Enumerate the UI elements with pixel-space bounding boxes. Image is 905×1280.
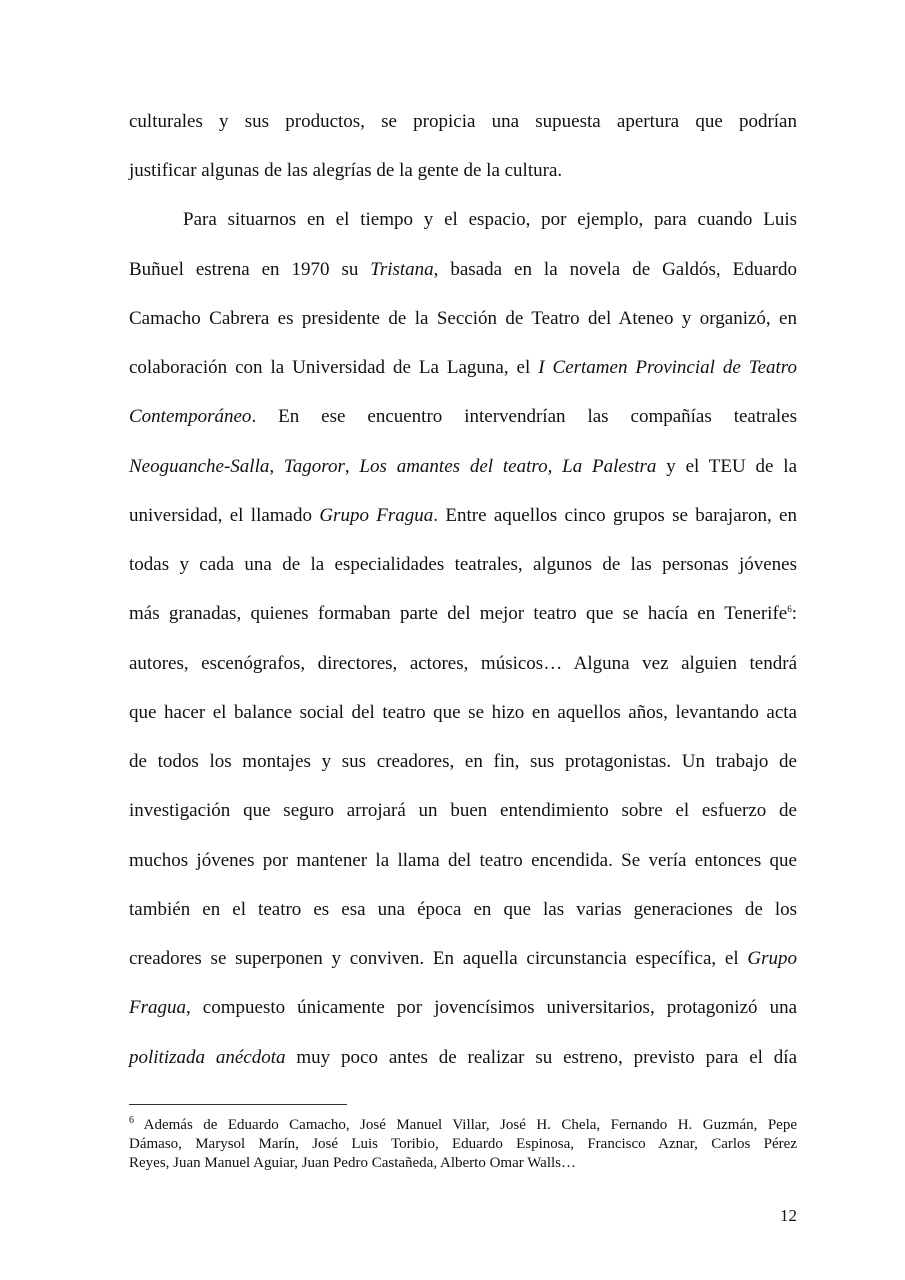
footnote-line: Reyes, Juan Manuel Aguiar, Juan Pedro Castañeda, Alberto Omar Walls… — [129, 1155, 576, 1171]
footnote-line: $^6$ Además de Eduardo Camacho, José Manuel Villar, José H. Chela, Fernando H. Guzmán, Pepe — [129, 1115, 797, 1133]
body-line: muchos jóvenes por mantener la llama del teatro encendida. Se vería entonces que — [129, 850, 797, 871]
body-line: politizada anécdota muy poco antes de realizar su estreno, previsto para el día — [129, 1047, 798, 1068]
page-number: 12 — [780, 1206, 797, 1225]
body-line: Contemporáneo. En ese encuentro intervendrían las compañías teatrales — [129, 406, 797, 427]
footnote-separator — [129, 1104, 347, 1105]
body-line: de todos los montajes y sus creadores, en fin, sus protagonistas. Un trabajo de — [129, 751, 797, 772]
footnote-reference[interactable]: 6 — [787, 604, 792, 614]
body-line: universidad, el llamado Grupo Fragua. Entre aquellos cinco grupos se barajaron, en — [129, 505, 797, 526]
footnote-marker: 6 — [129, 1115, 134, 1126]
body-line: Fragua, compuesto únicamente por jovencísimos universitarios, protagonizó una — [129, 997, 797, 1018]
body-line: creadores se superponen y conviven. En aquella circunstancia específica, el Grupo — [129, 948, 797, 969]
body-line: autores, escenógrafos, directores, actores, músicos… Alguna vez alguien tendrá — [129, 653, 797, 674]
body-line: también en el teatro es esa una época en que las varias generaciones de los — [129, 899, 797, 920]
body-line: Buñuel estrena en 1970 su Tristana, basada en la novela de Galdós, Eduardo — [129, 259, 797, 280]
body-line: todas y cada una de la especialidades teatrales, algunos de las personas jóvenes — [129, 554, 797, 575]
body-line: más granadas, quienes formaban parte del mejor teatro que se hacía en Tenerife$^6$: — [129, 603, 797, 624]
body-line: culturales y sus productos, se propicia una supuesta apertura que podrían — [129, 111, 797, 132]
footnote-line: Dámaso, Marysol Marín, José Luis Toribio, Eduardo Espinosa, Francisco Aznar, Carlos Pérez — [129, 1136, 797, 1152]
body-line: Camacho Cabrera es presidente de la Sección de Teatro del Ateneo y organizó, en — [129, 308, 797, 329]
body-line: que hacer el balance social del teatro que se hizo en aquellos años, levantando acta — [129, 702, 797, 723]
body-line: justificar algunas de las alegrías de la gente de la cultura. — [129, 160, 563, 181]
body-line: investigación que seguro arrojará un buen entendimiento sobre el esfuerzo de — [129, 800, 797, 821]
body-line: colaboración con la Universidad de La Laguna, el I Certamen Provincial de Teatro — [129, 357, 797, 378]
body-line: Para situarnos en el tiempo y el espacio, por ejemplo, para cuando Luis — [183, 209, 797, 230]
body-line: Neoguanche-Salla, Tagoror, Los amantes del teatro, La Palestra y el TEU de la — [129, 456, 798, 477]
